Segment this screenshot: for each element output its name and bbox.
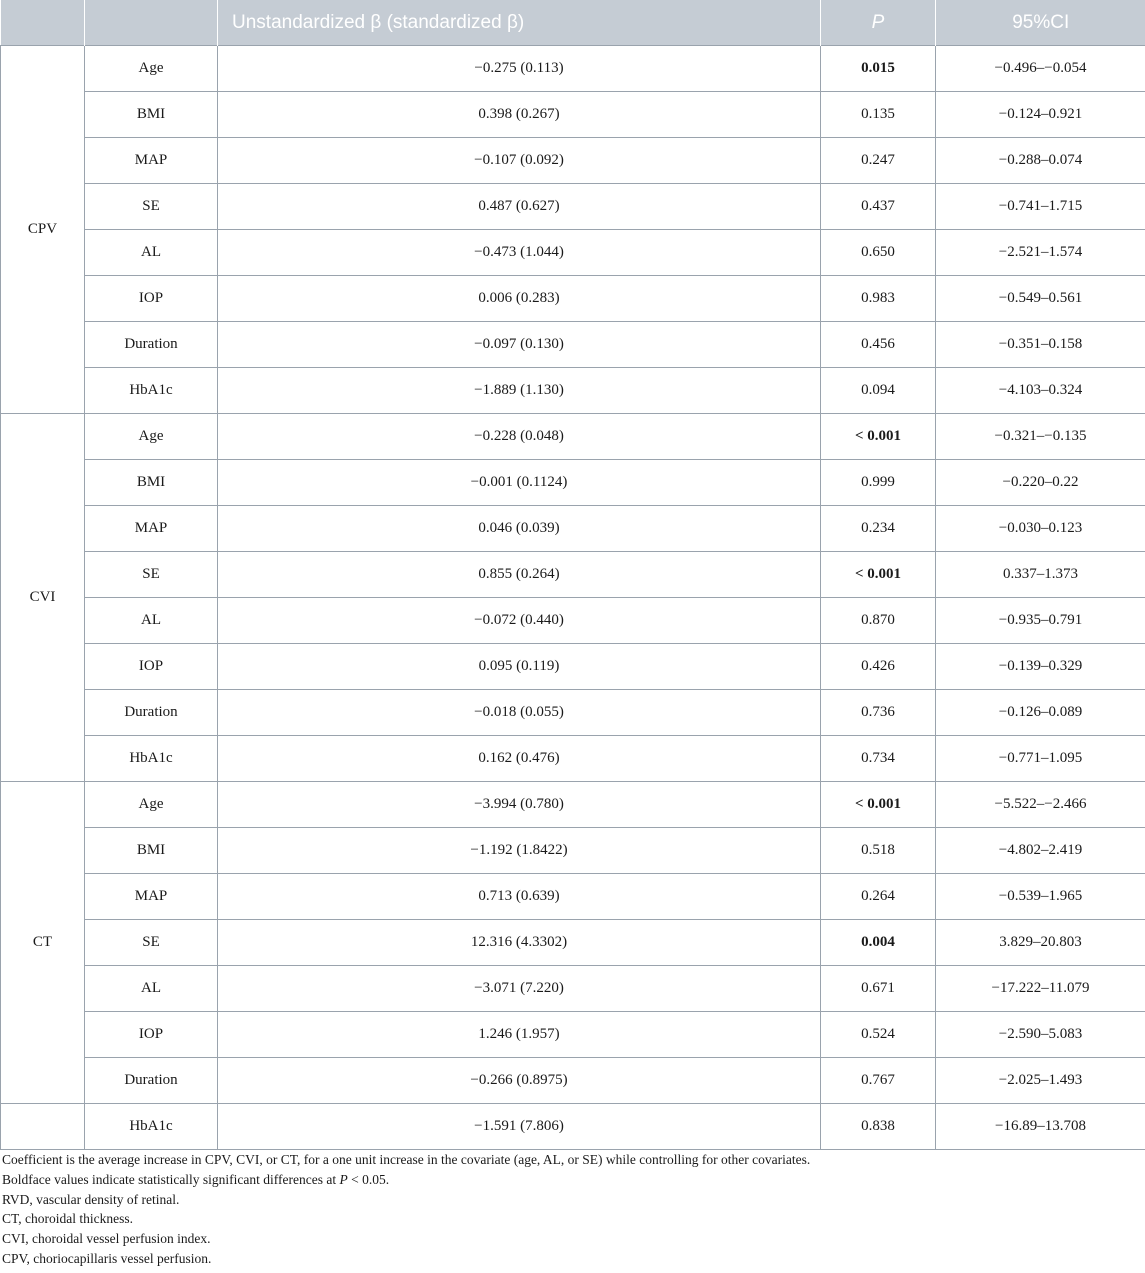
ci-cell: −0.139–0.329 [936,644,1145,690]
ci-cell: −0.126–0.089 [936,690,1145,736]
group-label-ct: CT [1,782,85,1104]
beta-cell: −1.889 (1.130) [218,368,821,414]
table-row [1,184,1145,230]
p-value-cell: 0.094 [821,368,936,414]
ci-cell: −0.549–0.561 [936,276,1145,322]
variable-cell: Duration [85,1058,218,1104]
beta-cell: −0.097 (0.130) [218,322,821,368]
p-value-cell: 0.999 [821,460,936,506]
header-ci: 95%CI [936,0,1145,46]
footnote-cvi: CVI, choroidal vessel perfusion index. [2,1231,211,1247]
beta-cell: −1.192 (1.8422) [218,828,821,874]
table-row [1,552,1145,598]
table-row [1,920,1145,966]
header-blank-2 [85,0,218,46]
ci-cell: −0.935–0.791 [936,598,1145,644]
beta-cell: 0.855 (0.264) [218,552,821,598]
p-value-cell: 0.518 [821,828,936,874]
variable-cell: AL [85,230,218,276]
table-row [1,1104,1145,1150]
table-row [1,644,1145,690]
variable-cell: IOP [85,644,218,690]
p-value-cell: 0.650 [821,230,936,276]
footnote-rvd: RVD, vascular density of retinal. [2,1191,180,1207]
p-value-cell: 0.004 [821,920,936,966]
beta-cell: 0.713 (0.639) [218,874,821,920]
variable-cell: MAP [85,138,218,184]
p-value-cell: 0.838 [821,1104,936,1150]
variable-cell: IOP [85,1012,218,1058]
table-row [1,828,1145,874]
p-value-cell: < 0.001 [821,414,936,460]
variable-cell: MAP [85,874,218,920]
variable-cell: Age [85,414,218,460]
table-row [1,966,1145,1012]
beta-cell: 0.095 (0.119) [218,644,821,690]
table-row [1,598,1145,644]
group-label-cpv: CPV [1,46,85,414]
beta-cell: −0.473 (1.044) [218,230,821,276]
variable-cell: Age [85,46,218,92]
table-row [1,460,1145,506]
beta-cell: 0.162 (0.476) [218,736,821,782]
beta-cell: −0.001 (0.1124) [218,460,821,506]
ci-cell: −0.220–0.22 [936,460,1145,506]
table-row [1,690,1145,736]
variable-cell: SE [85,552,218,598]
p-value-cell: 0.015 [821,46,936,92]
variable-cell: Duration [85,322,218,368]
p-value-cell: 0.983 [821,276,936,322]
ci-cell: −0.124–0.921 [936,92,1145,138]
header-blank [1,0,85,46]
beta-cell: −3.071 (7.220) [218,966,821,1012]
variable-cell: BMI [85,460,218,506]
beta-cell: −0.266 (0.8975) [218,1058,821,1104]
beta-cell: 1.246 (1.957) [218,1012,821,1058]
variable-cell: SE [85,920,218,966]
variable-cell: MAP [85,506,218,552]
p-value-cell: 0.437 [821,184,936,230]
beta-cell: 12.316 (4.3302) [218,920,821,966]
ci-cell: −16.89–13.708 [936,1104,1145,1150]
variable-cell: BMI [85,92,218,138]
ci-cell: −0.288–0.074 [936,138,1145,184]
footnote-cpv: CPV, choriocapillaris vessel perfusion. [2,1250,212,1266]
table-row [1,506,1145,552]
variable-cell: IOP [85,276,218,322]
ci-cell: −4.103–0.324 [936,368,1145,414]
ci-cell: −0.030–0.123 [936,506,1145,552]
beta-cell: −0.228 (0.048) [218,414,821,460]
ci-cell: −0.741–1.715 [936,184,1145,230]
beta-cell: −0.107 (0.092) [218,138,821,184]
table-row [1,138,1145,184]
header-p: P [821,0,936,46]
ci-cell: −0.321–−0.135 [936,414,1145,460]
header-beta: Unstandardized β (standardized β) [218,0,821,46]
table-row [1,782,1145,828]
p-value-cell: 0.264 [821,874,936,920]
ci-cell: −0.539–1.965 [936,874,1145,920]
beta-cell: 0.398 (0.267) [218,92,821,138]
p-value-cell: 0.247 [821,138,936,184]
footnote-boldface-text: Boldface values indicate statistically significant differences at [2,1171,340,1187]
p-value-cell: 0.736 [821,690,936,736]
variable-cell: HbA1c [85,1104,218,1150]
ci-cell: 0.337–1.373 [936,552,1145,598]
footnote-boldface [2,1170,1142,1190]
p-value-cell: 0.426 [821,644,936,690]
variable-cell: Age [85,782,218,828]
table-row [1,874,1145,920]
ci-cell: 3.829–20.803 [936,920,1145,966]
table-row [1,230,1145,276]
p-value-cell: < 0.001 [821,552,936,598]
ci-cell: −4.802–2.419 [936,828,1145,874]
table-row [1,276,1145,322]
p-value-cell: < 0.001 [821,782,936,828]
beta-cell: −0.275 (0.113) [218,46,821,92]
footnote-ct: CT, choroidal thickness. [2,1211,133,1227]
variable-cell: AL [85,598,218,644]
variable-cell: HbA1c [85,736,218,782]
p-value-cell: 0.234 [821,506,936,552]
variable-cell: BMI [85,828,218,874]
table-footnotes [2,1150,1142,1269]
beta-cell: 0.046 (0.039) [218,506,821,552]
group-label-empty [1,1104,85,1150]
p-value-cell: 0.870 [821,598,936,644]
variable-cell: SE [85,184,218,230]
footnote-coefficient: Coefficient is the average increase in CPV, CVI, or CT, for a one unit increase in the covariate (age, AL, or SE) while controlling for other covariates. [2,1152,811,1167]
beta-cell: 0.006 (0.283) [218,276,821,322]
p-value-cell: 0.524 [821,1012,936,1058]
table-row [1,1012,1145,1058]
beta-cell: −1.591 (7.806) [218,1104,821,1150]
p-value-cell: 0.135 [821,92,936,138]
ci-cell: −5.522–−2.466 [936,782,1145,828]
header-row [1,0,1145,46]
p-value-cell: 0.456 [821,322,936,368]
ci-cell: −0.771–1.095 [936,736,1145,782]
ci-cell: −0.351–0.158 [936,322,1145,368]
p-value-cell: 0.671 [821,966,936,1012]
footnote-boldface-threshold: < 0.05. [347,1171,390,1187]
ci-cell: −0.496–−0.054 [936,46,1145,92]
table-row [1,1058,1145,1104]
beta-cell: 0.487 (0.627) [218,184,821,230]
ci-cell: −17.222–11.079 [936,966,1145,1012]
p-value-cell: 0.734 [821,736,936,782]
table-row [1,414,1145,460]
beta-cell: −3.994 (0.780) [218,782,821,828]
variable-cell: Duration [85,690,218,736]
ci-cell: −2.521–1.574 [936,230,1145,276]
table-row [1,46,1145,92]
variable-cell: AL [85,966,218,1012]
footnote-p-symbol: P [339,1171,348,1187]
table-row [1,322,1145,368]
beta-cell: −0.018 (0.055) [218,690,821,736]
table-row [1,736,1145,782]
p-value-cell: 0.767 [821,1058,936,1104]
group-label-cvi: CVI [1,414,85,782]
table-row [1,368,1145,414]
beta-cell: −0.072 (0.440) [218,598,821,644]
table-body [1,46,1145,1150]
ci-cell: −2.025–1.493 [936,1058,1145,1104]
ci-cell: −2.590–5.083 [936,1012,1145,1058]
table-row [1,92,1145,138]
variable-cell: HbA1c [85,368,218,414]
